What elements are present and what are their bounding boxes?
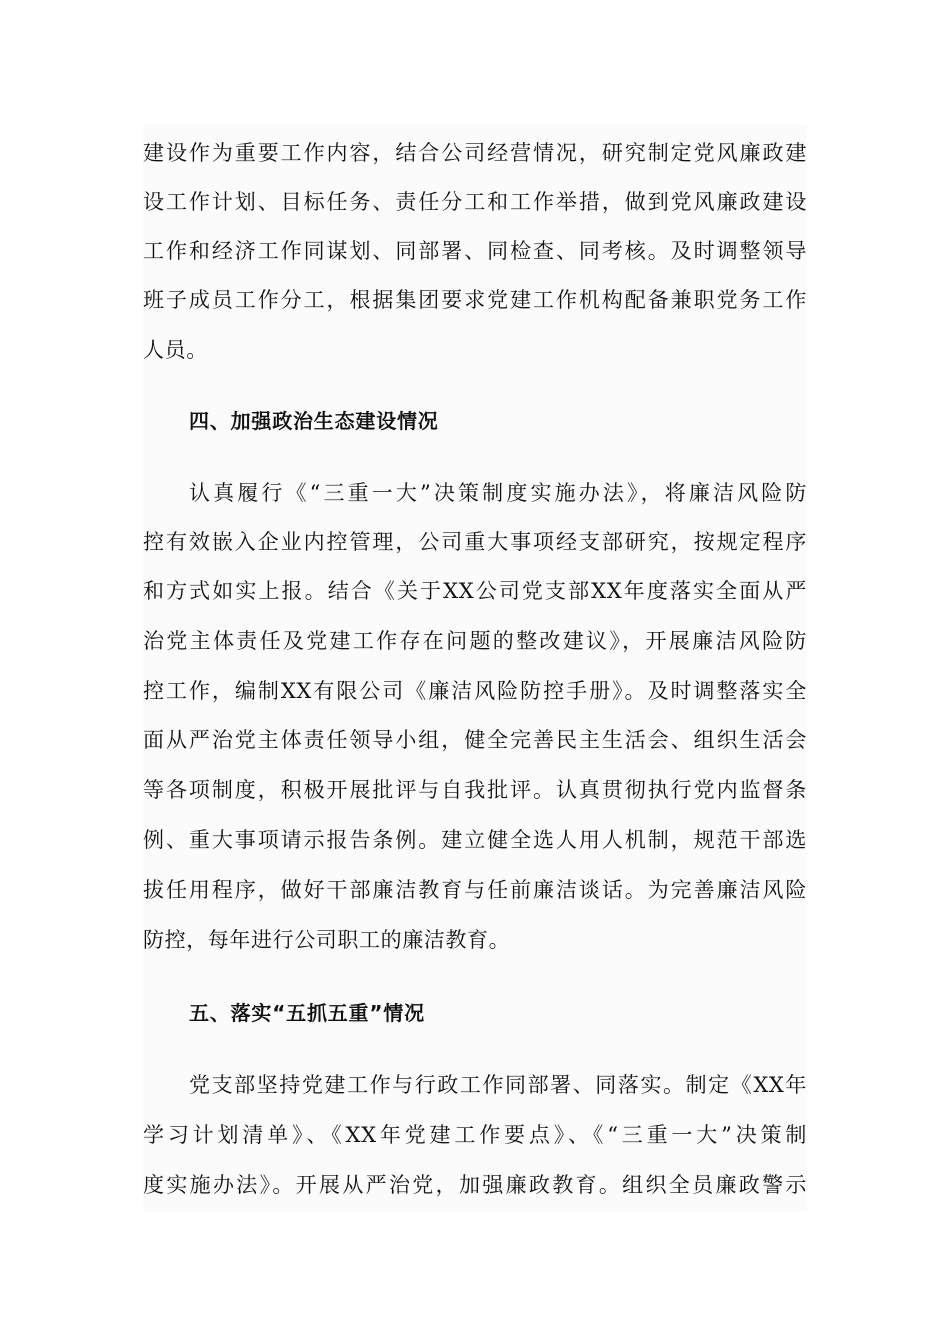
paragraph-line: 控工作，编制XX有限公司《廉洁风险防控手册》。及时调整落实全: [143, 679, 807, 703]
paragraph-line: 和方式如实上报。结合《关于XX公司党支部XX年度落实全面从严: [143, 579, 807, 603]
paragraph-line: 人员。: [143, 338, 208, 362]
document-page: [143, 124, 807, 1212]
paragraph-line: 学习计划清单》、《XX年党建工作要点》、《“三重一大”决策制: [143, 1123, 807, 1147]
paragraph-line: 认真履行《“三重一大”决策制度实施办法》，将廉洁风险防: [189, 481, 807, 505]
paragraph-line: 党支部坚持党建工作与行政工作同部署、同落实。制定《XX年: [189, 1073, 807, 1097]
paragraph-line: 面从严治党主体责任领导小组，健全完善民主生活会、组织生活会: [143, 728, 807, 752]
paragraph-line: 建设作为重要工作内容，结合公司经营情况，研究制定党风廉政建: [143, 141, 807, 165]
paragraph-line: 防控，每年进行公司职工的廉洁教育。: [143, 928, 511, 952]
paragraph-line: 例、重大事项请示报告条例。建立健全选人用人机制，规范干部选: [143, 828, 807, 852]
paragraph-line: 控有效嵌入企业内控管理，公司重大事项经支部研究，按规定程序: [143, 530, 807, 554]
paragraph-line: 治党主体责任及党建工作存在问题的整改建议》，开展廉洁风险防: [143, 629, 807, 653]
section-heading-4: 四、加强政治生态建设情况: [189, 409, 439, 433]
paragraph-line: 设工作计划、目标任务、责任分工和工作举措，做到党风廉政建设: [143, 190, 807, 214]
paragraph-line: 度实施办法》。开展从严治党，加强廉政教育。组织全员廉政警示: [143, 1173, 807, 1197]
paragraph-line: 等各项制度，积极开展批评与自我批评。认真贯彻执行党内监督条: [143, 778, 807, 802]
paragraph-line: 班子成员工作分工，根据集团要求党建工作机构配备兼职党务工作: [143, 288, 807, 312]
paragraph-line: 工作和经济工作同谋划、同部署、同检查、同考核。及时调整领导: [143, 239, 807, 263]
section-heading-5: 五、落实“五抓五重”情况: [189, 1001, 425, 1025]
paragraph-line: 拔任用程序，做好干部廉洁教育与任前廉洁谈话。为完善廉洁风险: [143, 878, 807, 902]
